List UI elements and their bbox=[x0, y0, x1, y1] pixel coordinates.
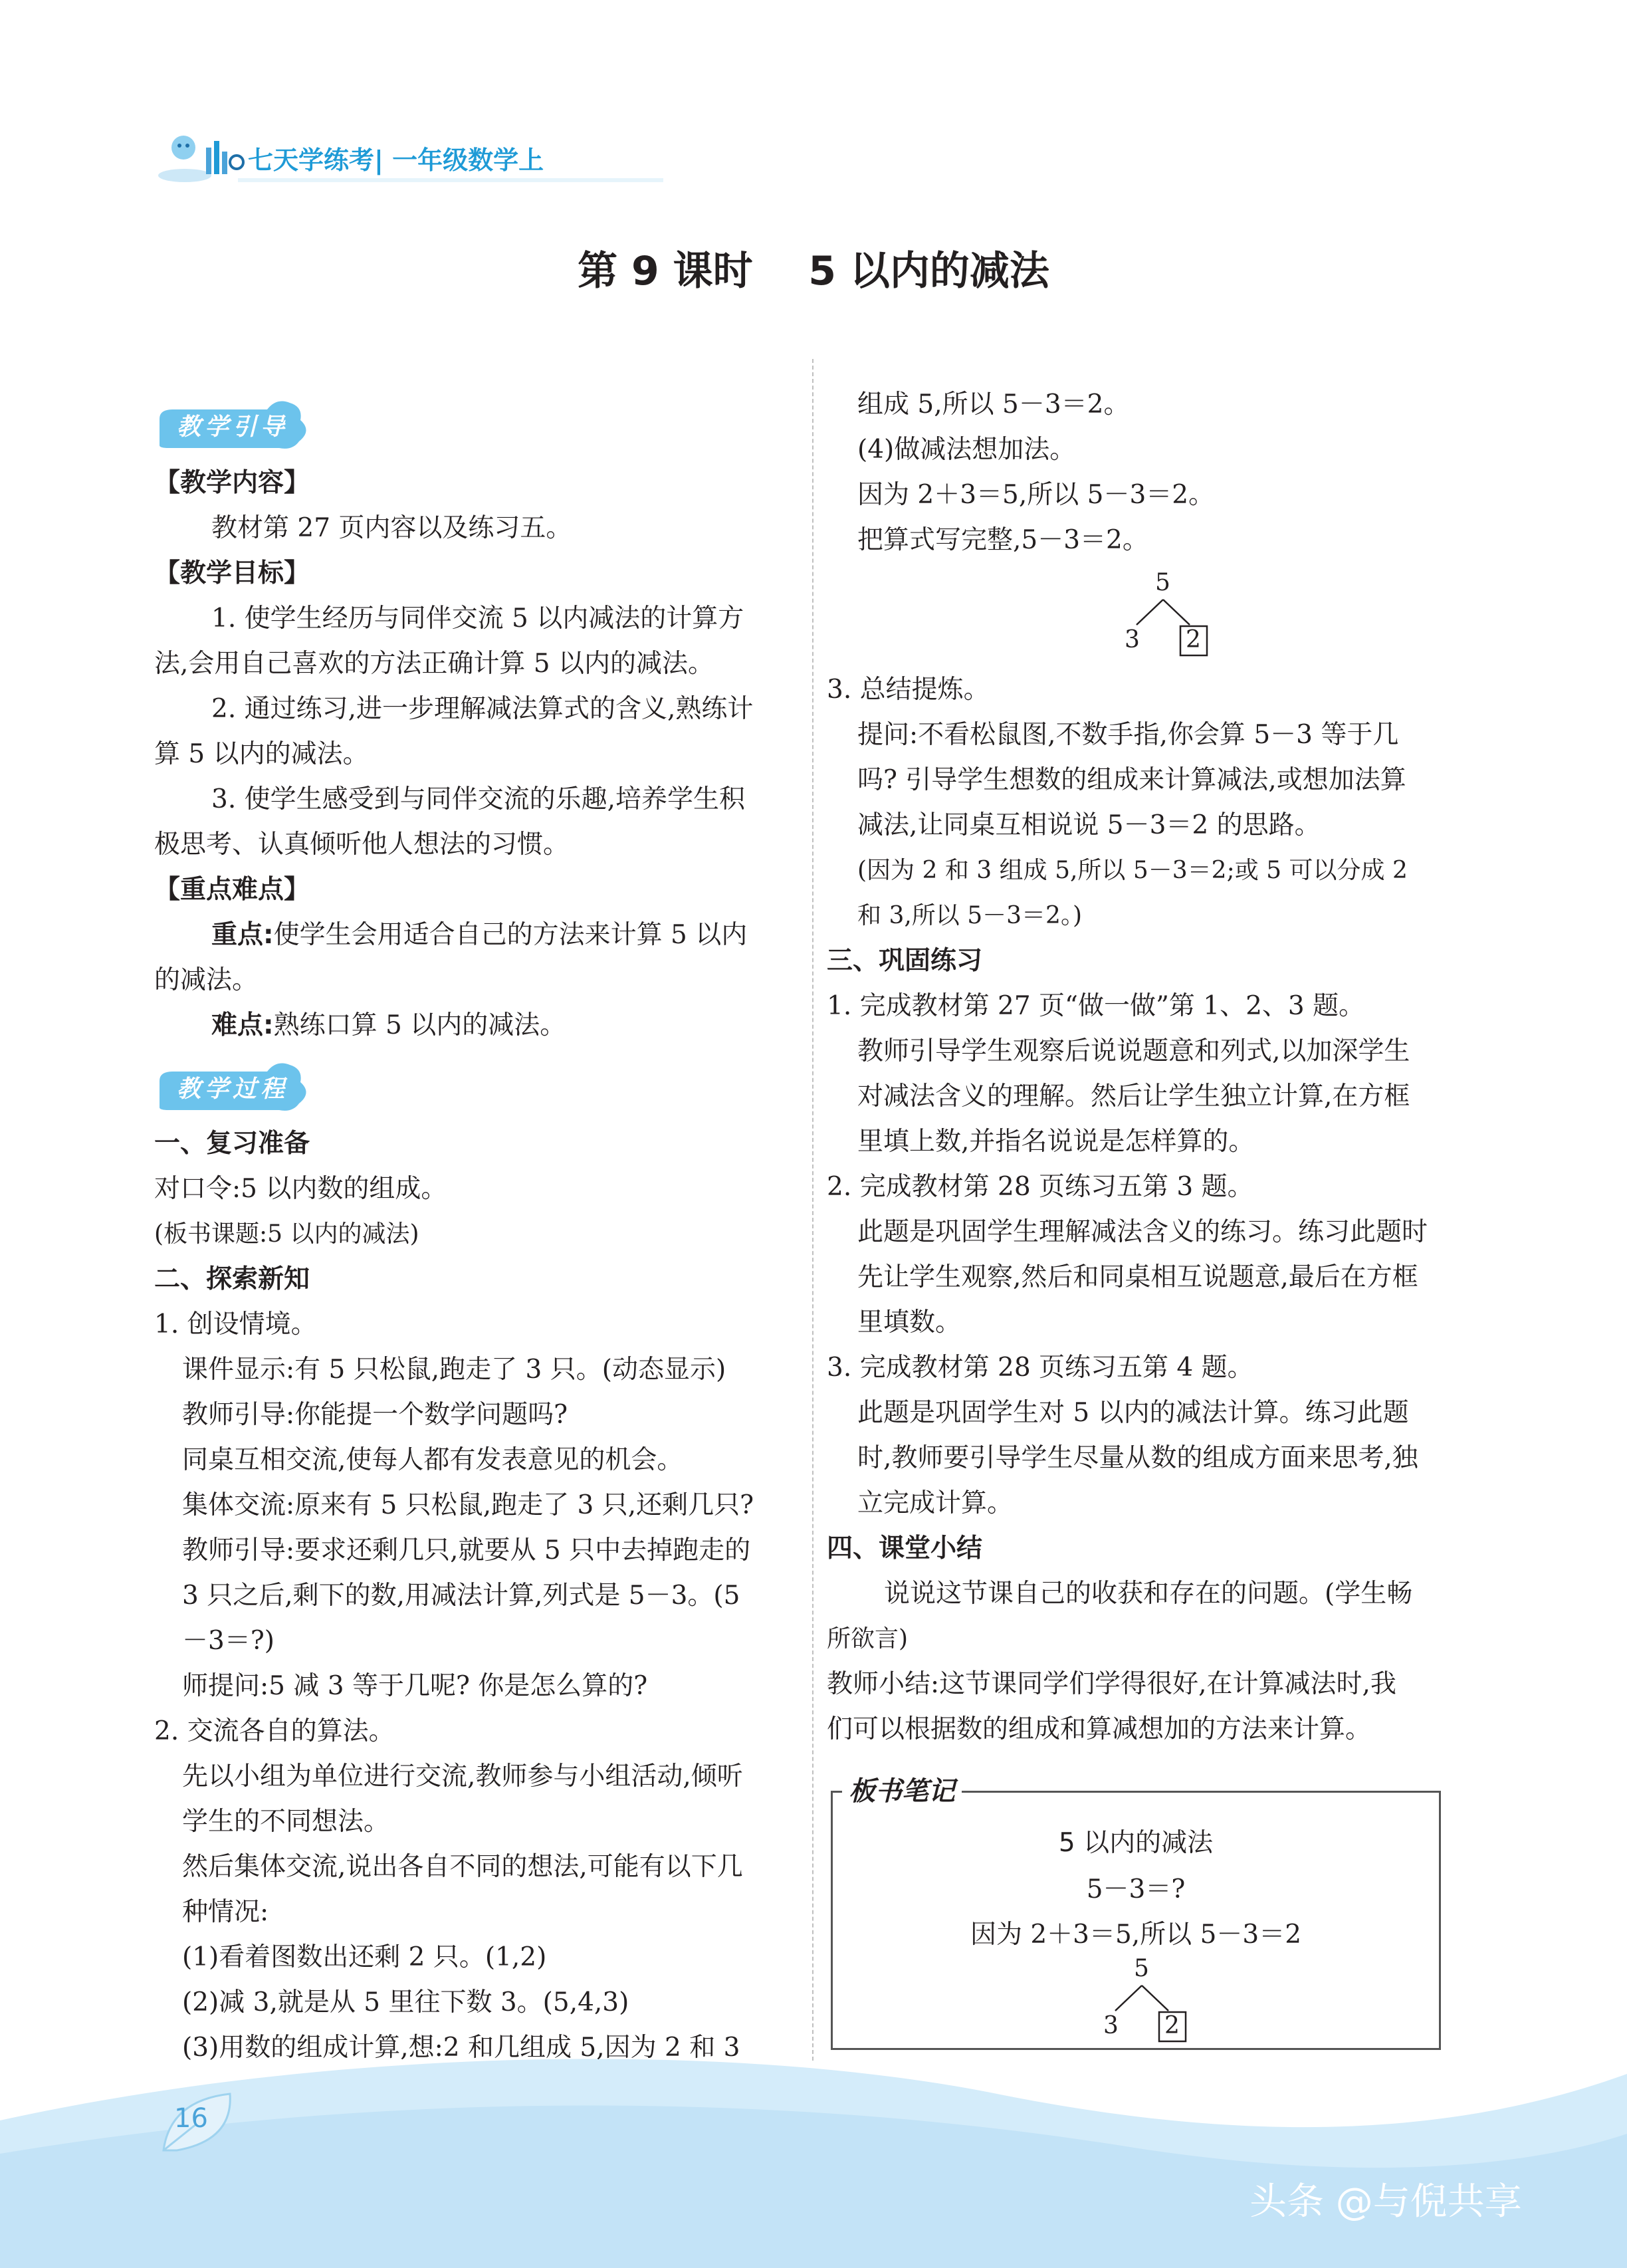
board-title: 5 以内的减法 bbox=[1058, 1828, 1214, 1858]
exercise-1-heading: 1. 完成教材第 27 页“做一做”第 1、2、3 题。 bbox=[827, 991, 1365, 1021]
goal-3-line-2: 极思考、认真倾听他人想法的习惯。 bbox=[154, 830, 570, 859]
heading-goal: 【教学目标】 bbox=[154, 558, 310, 588]
right-line-1: 组成 5,所以 5－3＝2。 bbox=[857, 390, 1130, 419]
section-tag-intro bbox=[150, 394, 310, 460]
exercise-3-line-2: 时,教师要引导学生尽量从数的组成方面来思考,独 bbox=[857, 1443, 1418, 1473]
part-2-line-3: 然后集体交流,说出各自不同的想法,可能有以下几 bbox=[182, 1852, 743, 1882]
right-line-3: 因为 2＋3＝5,所以 5－3＝2。 bbox=[857, 480, 1215, 510]
board-equation: 5－3＝? bbox=[1086, 1874, 1186, 1904]
section-2-heading: 二、探索新知 bbox=[154, 1264, 310, 1294]
part-2-line-5: (1)看着图数出还剩 2 只。(1,2) bbox=[182, 1942, 547, 1972]
part-3-line-5: 和 3,所以 5－3＝2。) bbox=[857, 902, 1082, 929]
part-2-line-7: (3)用数的组成计算,想:2 和几组成 5,因为 2 和 3 bbox=[182, 2033, 740, 2063]
key-point-text: 使学生会用适合自己的方法来计算 5 以内 bbox=[273, 920, 748, 950]
section-tag-process bbox=[150, 1056, 310, 1122]
part-2-heading: 2. 交流各自的算法。 bbox=[154, 1716, 395, 1746]
board-tree-left-number: 3 bbox=[1103, 2012, 1119, 2039]
goal-2-line-1: 2. 通过练习,进一步理解减法算式的含义,熟练计 bbox=[211, 694, 754, 724]
part-2-line-1: 先以小组为单位进行交流,教师参与小组活动,倾听 bbox=[182, 1761, 743, 1791]
exercise-3-line-1: 此题是巩固学生对 5 以内的减法计算。练习此题 bbox=[857, 1398, 1409, 1428]
part-3-line-2: 吗? 引导学生想数的组成来计算减法,或想加法算 bbox=[857, 765, 1406, 795]
part-3-line-3: 减法,让同桌互相说说 5－3＝2 的思路。 bbox=[857, 810, 1321, 840]
summary-line-3: 教师小结:这节课同学们学得很好,在计算减法时,我 bbox=[827, 1669, 1396, 1699]
page-number: 16 bbox=[174, 2103, 208, 2134]
exercise-1-line-3: 里填上数,并指名说说是怎样算的。 bbox=[857, 1127, 1255, 1157]
right-line-4: 把算式写完整,5－3＝2。 bbox=[857, 525, 1148, 555]
part-3-line-1: 提问:不看松鼠图,不数手指,你会算 5－3 等于几 bbox=[857, 720, 1399, 750]
part-2-line-6: (2)减 3,就是从 5 里往下数 3。(5,4,3) bbox=[182, 1987, 629, 2017]
number-composition-tree bbox=[1117, 569, 1223, 659]
section-tag-intro-label: 教学引导 bbox=[177, 413, 289, 441]
exercise-2-line-2: 先让学生观察,然后和同桌相互说题意,最后在方框 bbox=[857, 1262, 1418, 1292]
tree-right-number: 2 bbox=[1186, 626, 1201, 653]
part-1-line-6: 3 只之后,剩下的数,用减法计算,列式是 5－3。(5 bbox=[182, 1581, 740, 1611]
part-1-line-3: 同桌互相交流,使每人都有发表意见的机会。 bbox=[182, 1445, 683, 1475]
board-notes-box bbox=[831, 1775, 1441, 2050]
exercise-3-heading: 3. 完成教材第 28 页练习五第 4 题。 bbox=[827, 1353, 1253, 1383]
goal-2-line-2: 算 5 以内的减法。 bbox=[154, 739, 369, 769]
difficulty-line bbox=[211, 1003, 566, 1048]
part-1-line-5: 教师引导:要求还剩几只,就要从 5 只中去掉跑走的 bbox=[182, 1535, 751, 1565]
summary-line-2: 所欲言) bbox=[827, 1625, 909, 1652]
key-point-label: 重点: bbox=[211, 920, 274, 950]
goal-1-line-2: 法,会用自己喜欢的方法正确计算 5 以内的减法。 bbox=[154, 649, 714, 679]
part-3-heading: 3. 总结提炼。 bbox=[827, 675, 990, 705]
content-text: 教材第 27 页内容以及练习五。 bbox=[211, 513, 572, 543]
right-line-2: (4)做减法想加法。 bbox=[857, 435, 1076, 465]
section-1-heading: 一、复习准备 bbox=[154, 1129, 310, 1159]
part-1-line-8: 师提问:5 减 3 等于几呢? 你是怎么算的? bbox=[182, 1671, 648, 1701]
exercise-3-line-3: 立完成计算。 bbox=[857, 1488, 1014, 1518]
header-title: 七天学练考| 一年级数学上 bbox=[248, 146, 544, 175]
part-2-line-4: 种情况: bbox=[182, 1897, 269, 1927]
summary-line-1: 说说这节课自己的收获和存在的问题。(学生畅 bbox=[884, 1579, 1413, 1609]
part-1-line-1: 课件显示:有 5 只松鼠,跑走了 3 只。(动态显示) bbox=[182, 1355, 726, 1385]
exercise-2-line-3: 里填数。 bbox=[857, 1307, 962, 1337]
header-brand bbox=[158, 128, 663, 187]
key-point-line-1 bbox=[211, 913, 747, 958]
key-point-line-2: 的减法。 bbox=[154, 965, 259, 995]
section-tag-process-label: 教学过程 bbox=[177, 1076, 289, 1103]
board-tree-right-number: 2 bbox=[1164, 2012, 1180, 2039]
board-tree-top-number: 5 bbox=[1134, 1955, 1149, 1982]
watermark: 头条 @与倪共享 bbox=[1249, 2180, 1522, 2223]
tree-left-number: 3 bbox=[1125, 626, 1140, 653]
part-1-line-2: 教师引导:你能提一个数学问题吗? bbox=[182, 1400, 568, 1430]
section-3-heading: 三、巩固练习 bbox=[827, 946, 983, 976]
summary-line-4: 们可以根据数的组成和算减想加的方法来计算。 bbox=[827, 1714, 1372, 1744]
header-underline bbox=[158, 174, 663, 187]
board-number-tree bbox=[1095, 1955, 1202, 2045]
exercise-1-line-1: 教师引导学生观察后说说题意和列式,以加深学生 bbox=[857, 1036, 1410, 1066]
section-4-heading: 四、课堂小结 bbox=[827, 1533, 983, 1563]
column-divider bbox=[812, 359, 814, 2061]
section-1-line-1: 对口令:5 以内数的组成。 bbox=[154, 1174, 447, 1204]
part-3-line-4: (因为 2 和 3 组成 5,所以 5－3＝2;或 5 可以分成 2 bbox=[857, 857, 1408, 884]
difficulty-label: 难点: bbox=[211, 1010, 274, 1040]
exercise-1-line-2: 对减法含义的理解。然后让学生独立计算,在方框 bbox=[857, 1081, 1410, 1111]
heading-key-points: 【重点难点】 bbox=[154, 875, 310, 905]
board-notes-label: 板书笔记 bbox=[842, 1770, 962, 1808]
part-1-line-7: －3＝?) bbox=[182, 1626, 274, 1656]
exercise-2-heading: 2. 完成教材第 28 页练习五第 3 题。 bbox=[827, 1172, 1253, 1202]
part-1-line-4: 集体交流:原来有 5 只松鼠,跑走了 3 只,还剩几只? bbox=[182, 1490, 754, 1520]
section-1-line-2: (板书课题:5 以内的减法) bbox=[154, 1220, 419, 1248]
lesson-title: 第 9 课时 5 以内的减法 bbox=[578, 248, 1049, 294]
goal-1-line-1: 1. 使学生经历与同伴交流 5 以内减法的计算方 bbox=[211, 604, 744, 633]
difficulty-text: 熟练口算 5 以内的减法。 bbox=[273, 1010, 566, 1040]
goal-3-line-1: 3. 使学生感受到与同伴交流的乐趣,培养学生积 bbox=[211, 784, 746, 814]
exercise-2-line-1: 此题是巩固学生理解减法含义的练习。练习此题时 bbox=[857, 1217, 1428, 1247]
tree-top-number: 5 bbox=[1155, 569, 1170, 596]
part-1-heading: 1. 创设情境。 bbox=[154, 1309, 317, 1339]
part-2-line-2: 学生的不同想法。 bbox=[182, 1807, 390, 1837]
heading-content: 【教学内容】 bbox=[154, 468, 310, 498]
board-reason: 因为 2＋3＝5,所以 5－3＝2 bbox=[970, 1920, 1302, 1950]
